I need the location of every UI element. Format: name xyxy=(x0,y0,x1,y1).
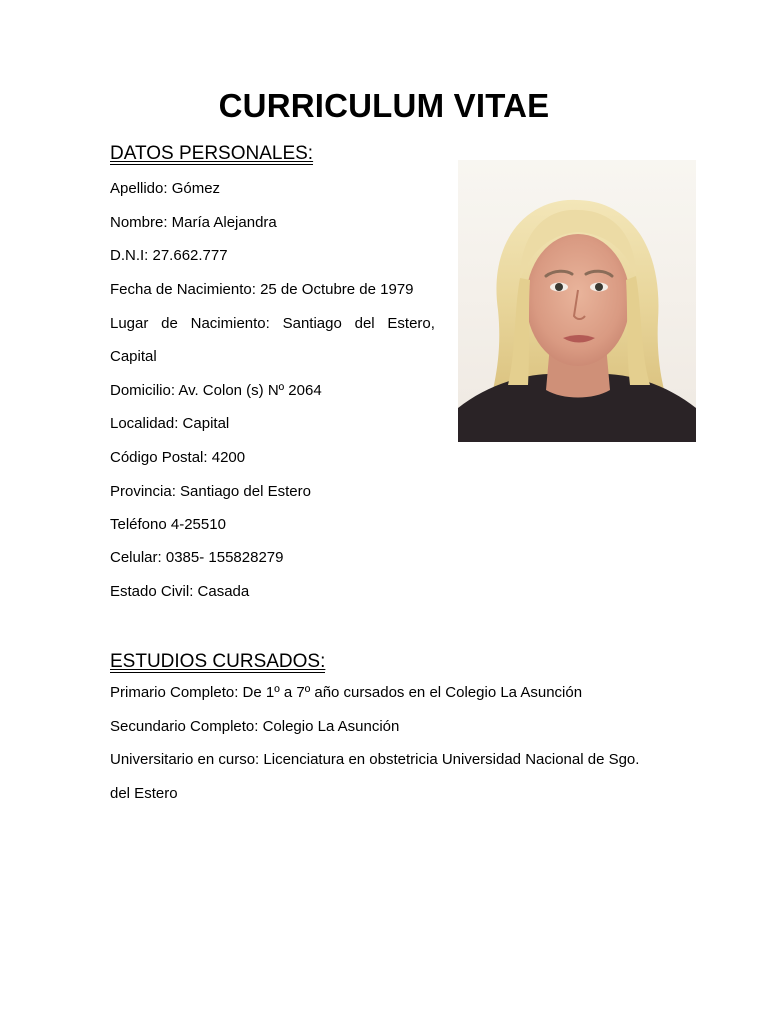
field-lugar-word: de xyxy=(161,315,178,332)
field-lugar-nacimiento xyxy=(110,314,435,334)
field-lugar-word: Nacimiento: xyxy=(190,315,270,332)
study-secundario: Secundario Completo: Colegio La Asunción xyxy=(110,718,400,735)
field-lugar-word: del xyxy=(354,315,375,332)
field-fecha-nacimiento: Fecha de Nacimiento: 25 de Octubre de 1979 xyxy=(110,281,414,298)
field-dni: D.N.I: 27.662.777 xyxy=(110,247,228,264)
portrait-photo xyxy=(458,160,696,442)
study-universitario-cont: del Estero xyxy=(110,785,178,802)
field-lugar-word: Lugar xyxy=(110,315,149,332)
field-lugar-word: Estero, xyxy=(387,315,435,332)
field-localidad: Localidad: Capital xyxy=(110,415,230,432)
field-telefono: Teléfono 4-25510 xyxy=(110,516,226,533)
field-lugar-word: Santiago xyxy=(282,315,342,332)
field-codigo-postal: Código Postal: 4200 xyxy=(110,449,246,466)
section-heading-personal-data: DATOS PERSONALES: xyxy=(110,143,314,164)
field-lugar-nacimiento-cont: Capital xyxy=(110,348,157,365)
field-apellido: Apellido: Gómez xyxy=(110,180,221,197)
field-domicilio: Domicilio: Av. Colon (s) Nº 2064 xyxy=(110,382,322,399)
study-primario: Primario Completo: De 1º a 7º año cursados en el Colegio La Asunción xyxy=(110,684,583,701)
page-title: CURRICULUM VITAE xyxy=(218,87,550,124)
field-provincia: Provincia: Santiago del Estero xyxy=(110,483,311,500)
study-universitario: Universitario en curso: Licenciatura en obstetricia Universidad Nacional de Sgo. xyxy=(110,751,640,768)
field-estado-civil: Estado Civil: Casada xyxy=(110,583,250,600)
field-celular: Celular: 0385- 155828279 xyxy=(110,549,284,566)
field-nombre: Nombre: María Alejandra xyxy=(110,214,277,231)
section-heading-studies: ESTUDIOS CURSADOS: xyxy=(110,651,326,672)
